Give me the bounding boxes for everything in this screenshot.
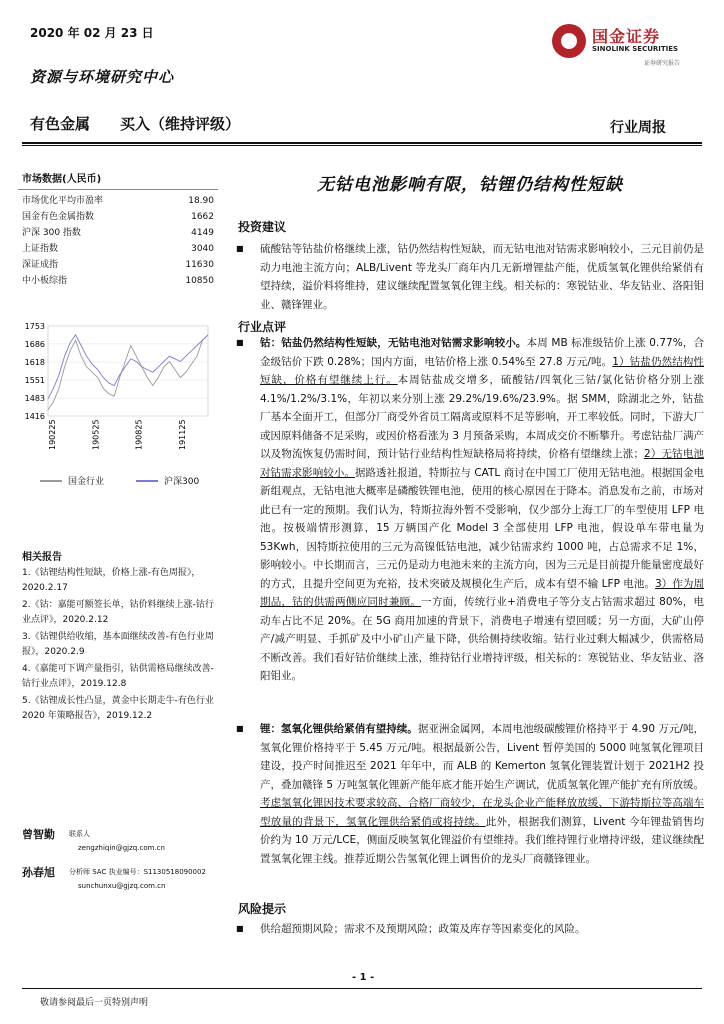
y-tick-label: 1686 (24, 339, 45, 349)
logo-mark-icon (552, 24, 586, 58)
invest-paragraph: ■ 硫酸钴等钴盐价格继续上涨，钴仍然结构性短缺，而无钴电池对钴需求影响较小，三元目前仍是动力电池主流方向；ALB/Livent 等龙头厂商年内几无新增锂盐产能，优质氢氧化锂供给紧俏有望持续，溢价料将维持，建议继续配置氢氧化锂主线。相关标的：寒锐钴业、华友钴业、洛阳钼业、赣锋锂业。 (238, 240, 704, 314)
related-item[interactable]: 2.《钴：嘉能可额签长单，钴价料继续上涨-钴行业点评》，2020.2.12 (22, 600, 214, 625)
cobalt-paragraph: ■ 钴：钴盐仍然结构性短缺，无钴电池对钴需求影响较小。本周 MB 标准级钴价上涨 0.77%，合金级钴价下跌 0.28%；国内方面，电钴价格上涨 0.54%至 27.8 万元/吨。1）钴盐仍然结构性短缺，价格有望继续上行。本周钴盐成交增多，硫酸钴/四氧化三钴/氯化钴价格分别上涨 4.1%/1.2%/3.1%，年初以来分别上涨 29.2%/19.6%/23.9%。据 SMM，除湖北之外，钴盐厂基本全面开工，但部分厂商受外省员工隔离或原料不足等影响，开工率较低。同时，下游大厂或因原料储备不足采购，或因价格看涨为 3 月预备采购，本周成交价不断攀升。考虑钴盐厂满产以及物流恢复仍需时间，预计钴行业结构性短缺格局将持续，价格有望继续上涨；2）无钴电池对钴需求影响较小。据路透社报道，特斯拉与 CATL 商讨在中国工厂使用无钴电池。根据国金电新组观点，无钴电池大概率是磷酸铁锂电池，使用的核心原因在于降本。消息发布之前，市场对此已有一定的预期。我们认为，特斯拉海外暂不受影响，仅少部分上海工厂的车型使用 LFP 电池。按极端情形测算，15 万辆国产化 Model 3 全部使用 LFP 电池，假设单车带电量为 53Kwh，因特斯拉使用的三元为高镍低钴电池，减少钴需求约 1000 吨，占总需求不足 1%，影响较小。中长期而言，三元仍是动力电池未来的主流方向，因为三元是目前提升能量密度最好的方式，且提升空间更为充裕，技术突破及规模化生产后，成本有望不输 LFP 电池。3）作为周期品，钴的供需两侧应同时兼顾。一方面，传统行业+消费电子等分支占钴需求超过 80%，电动车占比不足 20%。在 5G 商用加速的背景下，消费电子增速有望回暖；另一方面，大矿山停产/减产明显、手抓矿及中小矿山产量下降，供给侧持续收缩。钴行业过剩大幅减少，供需格局不断改善。我们看好钴价继续上涨，维持钴行业增持评级，相关标的：寒锐钴业、华友钴业、洛阳钼业。 (238, 334, 704, 686)
analyst-role: 联系人 (69, 830, 90, 838)
market-row: 国金有色金属指数 1662 (22, 212, 214, 222)
sinolink-logo (552, 20, 702, 72)
market-row: 上证指数 3040 (22, 244, 214, 254)
legend-label-industry: 国金行业 (68, 477, 105, 487)
section-heading-review: 行业点评 (238, 320, 287, 334)
logo-cn: 国金证券 (592, 27, 661, 46)
header-divider-thin (22, 145, 702, 146)
header-divider (22, 142, 702, 144)
related-item[interactable]: 4.《嘉能可下调产量指引，钴供需格局继续改善-钴行业点评》，2019.12.8 (22, 664, 214, 689)
lithium-paragraph: ■ 锂：氢氧化锂供给紧俏有望持续。据亚洲金属网，本周电池级碳酸锂价格持平于 4.90 万元/吨，氢氧化锂价格持平于 5.45 万元/吨。根据最新公告，Livent 暂停美国的 5000 吨氢氧化锂项目建设，投产时间推迟至 2021 年年中，而 ALB 的 Kemerton 氢氧化锂装置计划于 2021H2 投产，叠加赣锋 5 万吨氢氧化锂新产能年底才能开始生产调试，优质氢氧化锂产能扩充有所放缓。考虑氢氧化锂因技术要求较高、合格厂商较少，在龙头企业产能释放放缓、下游特斯拉等高端车型放量的背景下，氢氧化锂供给紧俏或将持续。此外，根据我们测算，Livent 今年锂盐销售均价约为 10 万元/LCE，侧面反映氢氧化锂溢价有望维持。我们维持锂行业增持评级，建议继续配置氢氧化锂主线。推荐近期公告氢氧化锂上调售价的龙头厂商赣锋锂业。 (238, 720, 704, 868)
analyst-name: 曾智勤 (22, 828, 55, 841)
x-tick-label: 191125 (178, 419, 187, 450)
legend-label-hs300: 沪深300 (164, 477, 200, 487)
market-row: 沪深 300 指数 4149 (22, 228, 214, 238)
legend-swatch-industry (40, 480, 62, 482)
x-tick-label: 190225 (48, 419, 57, 450)
price-chart-svg (18, 320, 218, 460)
y-tick-label: 1753 (24, 322, 45, 331)
market-row: 市场优化平均市盈率 18.90 (22, 196, 214, 206)
series-line-industry (48, 335, 208, 410)
y-tick-label: 1618 (24, 358, 45, 368)
market-data-title: 市场数据(人民币) (22, 174, 102, 185)
department: 资源与环境研究中心 (30, 68, 175, 86)
related-item[interactable]: 1.《钴锂结构性短缺，价格上涨-有色周报》，2020.2.17 (22, 568, 201, 593)
analyst-email[interactable]: zengzhiqin@gjzq.com.cn (78, 844, 165, 852)
rating: 买入（维持评级） (120, 115, 241, 133)
section-heading-invest: 投资建议 (238, 220, 287, 234)
series-line-hs300 (48, 335, 208, 399)
report-title: 无钴电池影响有限，钴锂仍结构性短缺 (317, 175, 623, 195)
market-row: 中小板综指 10850 (22, 276, 214, 286)
market-data (18, 170, 218, 296)
logo-en: SINOLINK SECURITIES (592, 45, 679, 53)
footer-divider (22, 988, 702, 989)
footer-note: 敬请参阅最后一页特别声明 (40, 998, 149, 1008)
bullet-icon: ■ (236, 924, 244, 933)
analyst-2 (22, 864, 232, 892)
page-number: - 1 - (352, 972, 375, 983)
bullet-icon: ■ (236, 338, 244, 347)
y-tick-label: 1416 (24, 412, 45, 421)
chart-legend (40, 474, 199, 487)
report-type: 行业周报 (610, 120, 666, 136)
related-item[interactable]: 3.《钴锂供给收缩，基本面继续改善-有色行业周报》，2020.2.9 (22, 632, 214, 657)
analyst-name: 孙春旭 (22, 866, 55, 879)
x-tick-label: 190525 (91, 419, 101, 450)
x-tick-label: 190825 (134, 419, 144, 450)
logo-sub: 证券研究报告 (644, 60, 681, 67)
y-tick-label: 1483 (24, 394, 45, 404)
market-data-divider (18, 189, 218, 190)
market-row: 深证成指 11630 (22, 260, 214, 270)
analyst-email[interactable]: sunchunxu@gjzq.com.cn (78, 882, 166, 890)
price-chart (18, 320, 218, 460)
section-heading-risk: 风险提示 (238, 902, 287, 916)
sector: 有色金属 (30, 115, 91, 133)
related-title: 相关报告 (22, 552, 62, 563)
report-date: 2020 年 02 月 23 日 (30, 26, 154, 40)
related-item[interactable]: 5.《钴锂成长性凸显，黄金中长期走牛-有色行业 2020 年策略报告》，2019.12.2 (22, 696, 214, 721)
analyst-role: 分析师 SAC 执业编号：S1130518090002 (69, 868, 206, 876)
bullet-icon: ■ (236, 244, 244, 253)
risk-paragraph: ■ 供给超预期风险；需求不及预期风险；政策及库存等因素变化的风险。 (238, 920, 704, 939)
analyst-1 (22, 826, 232, 854)
y-tick-label: 1551 (24, 375, 45, 385)
bullet-icon: ■ (236, 724, 244, 733)
legend-swatch-hs300 (136, 480, 158, 482)
